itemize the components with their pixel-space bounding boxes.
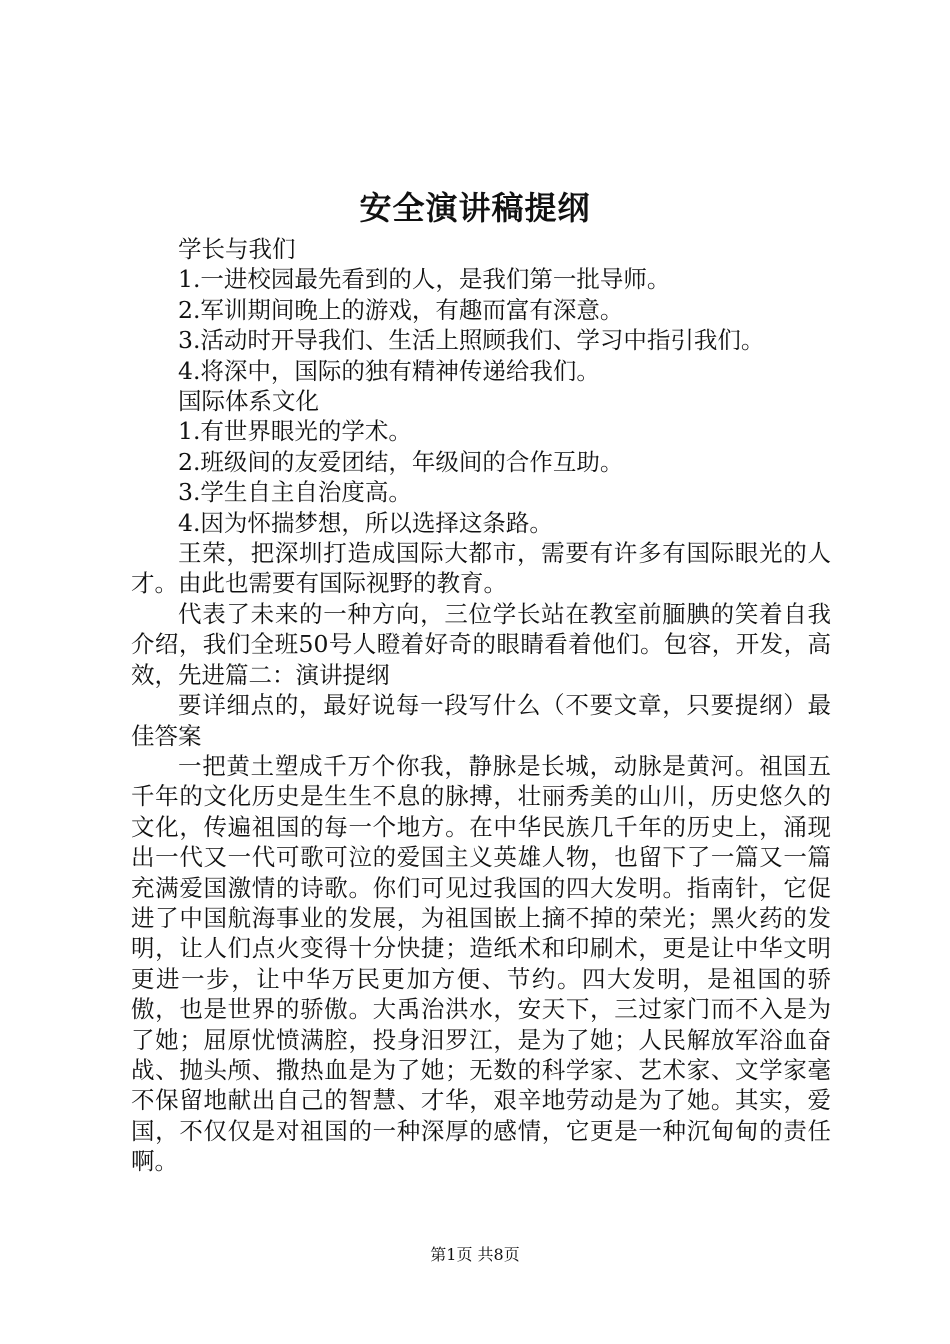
paragraph-heading-seniors: 学长与我们 xyxy=(178,235,296,263)
paragraph-item: 4.将深中，国际的独有精神传递给我们。 xyxy=(178,356,600,385)
paragraph-text: 要详细点的，最好说每一段写什么（不要文章，只要提纲）最佳答案 xyxy=(131,691,831,750)
paragraph-item: 2.班级间的友爱团结，年级间的合作互助。 xyxy=(178,447,624,476)
paragraph-text: 一把黄土塑成千万个你我，静脉是长城，动脉是黄河。祖国五千年的文化历史是生生不息的脉搏，壮丽秀美的山川，历史悠久的文化，传遍祖国的每一个地方。在中华民族几千年的历史上，涌现出一代又一代可歌可泣的爱国主义英雄人物，也留下了一篇又一篇充满爱国激情的诗歌。你们可见过我国的四大发明。指南针，它促进了中国航海事业的发展，为祖国嵌上摘不掉的荣光；黑火药的发明，让人们点火变得十分快捷；造纸术和印刷术，更是让中华文明更进一步，让中华万民更加方便、节约。四大发明，是祖国的骄傲，也是世界的骄傲。大禹治洪水，安天下，三过家门而不入是为了她；屈原忧愤满腔，投身汨罗江，是为了她；人民解放军浴血奋战、抛头颅、撒热血是为了她；无数的科学家、艺术家、文学家毫不保留地献出自己的智慧、才华，艰辛地劳动是为了她。其实，爱国，不仅仅是对祖国的一种深厚的感情，它更是一种沉甸甸的责任啊。 xyxy=(131,751,831,1176)
paragraph-item: 3.活动时开导我们、生活上照顾我们、学习中指引我们。 xyxy=(178,326,765,355)
paragraph-text: 王荣，把深圳打造成国际大都市，需要有许多有国际眼光的人才。由此也需要有国际视野的教育。 xyxy=(131,539,831,598)
paragraph-text: 代表了未来的一种方向，三位学长站在教室前腼腆的笑着自我介绍，我们全班50号人瞪着好奇的眼睛看着他们。包容，开发，高效，先进篇二：演讲提纲 xyxy=(131,599,831,689)
paragraph-item: 1.有世界眼光的学术。 xyxy=(178,417,412,446)
paragraph-item: 2.军训期间晚上的游戏，有趣而富有深意。 xyxy=(178,295,624,324)
page-footer: 第1页 共8页 xyxy=(430,1245,520,1264)
document-title: 安全演讲稿提纲 xyxy=(359,189,591,227)
paragraph-item: 4.因为怀揣梦想，所以选择这条路。 xyxy=(178,508,553,537)
paragraph-item: 3.学生自主自治度高。 xyxy=(178,478,412,507)
paragraph-heading-culture: 国际体系文化 xyxy=(178,387,319,416)
document-body xyxy=(131,234,831,1177)
paragraph-item: 1.一进校园最先看到的人，是我们第一批导师。 xyxy=(178,265,671,294)
